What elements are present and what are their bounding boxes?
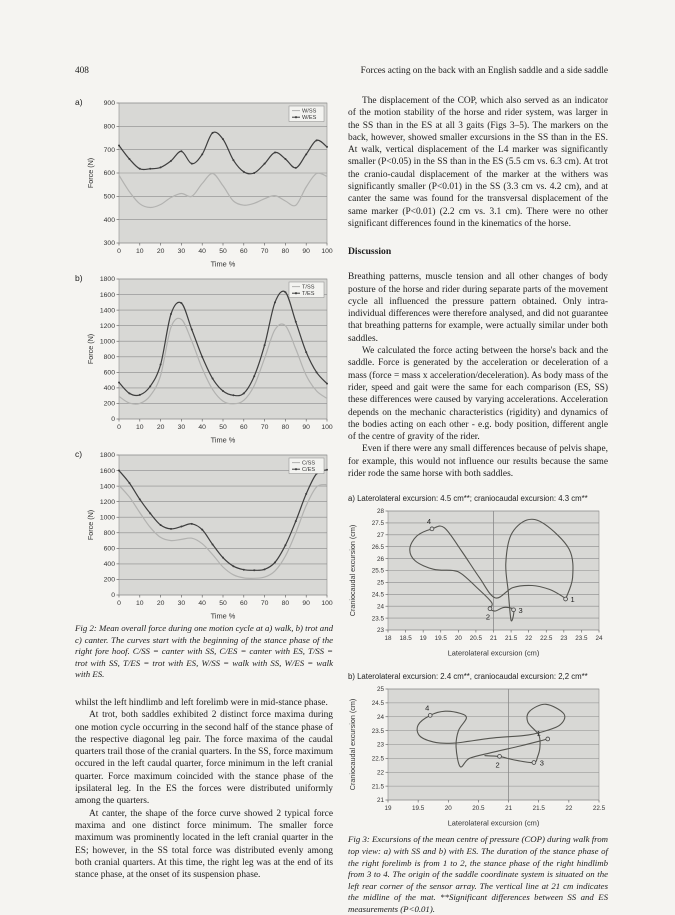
svg-text:200: 200 — [103, 576, 115, 584]
svg-text:40: 40 — [198, 600, 206, 607]
svg-text:22: 22 — [525, 635, 533, 643]
fig2-panel-c-label: c) — [75, 449, 83, 459]
paragraph: Breathing patterns, muscle tension and all other changes of body posture of the horse and rider during separate parts of the movement cycle all influenced the pressure pattern obtained. Only intra-individual differences were therefore analysed, and did not guarantee that breathing patterns for example, were actually similar under both saddles. — [348, 272, 608, 344]
svg-text:Time %: Time % — [210, 435, 236, 445]
svg-text:18.5: 18.5 — [399, 635, 412, 643]
svg-text:2: 2 — [495, 760, 500, 770]
fig2-chart-trot — [86, 271, 333, 445]
svg-text:2: 2 — [485, 612, 491, 622]
svg-text:27.5: 27.5 — [371, 520, 384, 528]
svg-text:T/ES: T/ES — [302, 291, 315, 298]
svg-text:21: 21 — [489, 635, 498, 643]
svg-text:1600: 1600 — [99, 467, 115, 475]
svg-text:900: 900 — [103, 100, 115, 108]
svg-text:400: 400 — [103, 385, 115, 393]
svg-text:22: 22 — [565, 805, 573, 813]
svg-text:Craniocaudal excursion (cm): Craniocaudal excursion (cm) — [348, 525, 357, 617]
svg-text:21: 21 — [505, 805, 513, 813]
svg-text:24: 24 — [376, 714, 384, 722]
svg-text:25: 25 — [376, 686, 384, 694]
svg-text:21: 21 — [376, 797, 384, 805]
svg-text:400: 400 — [103, 216, 115, 224]
svg-text:C/SS: C/SS — [302, 460, 316, 467]
fig3b-title: b) Laterolateral excursion: 2.4 cm**, craniocaudal excursion: 2,2 cm** — [348, 672, 588, 682]
svg-text:10: 10 — [136, 248, 144, 255]
svg-text:0: 0 — [111, 592, 115, 600]
svg-text:10: 10 — [136, 424, 144, 431]
fig3-chart-es — [348, 684, 608, 828]
svg-text:23.5: 23.5 — [371, 728, 384, 736]
fig2-caption: Fig 2: Mean overall force during one motion cycle at a) walk, b) trot and c) canter. The curves start with the beginning of the stance phase of the right fore hoof. C/SS = canter with SS, C/ES = canter with ES, T/SS = trot with SS, T/ES = trot with ES, W/SS = walk with SS, W/ES = walk with ES. — [75, 623, 333, 680]
svg-text:30: 30 — [177, 248, 186, 255]
fig3-panel-b — [348, 672, 608, 828]
svg-text:1200: 1200 — [99, 322, 115, 330]
svg-text:Time %: Time % — [210, 259, 236, 269]
svg-text:26.5: 26.5 — [371, 544, 384, 552]
svg-text:3: 3 — [539, 758, 544, 768]
svg-text:20.5: 20.5 — [472, 805, 485, 813]
svg-text:18: 18 — [384, 635, 392, 643]
svg-text:Force (N): Force (N) — [86, 333, 95, 365]
left-body-text — [75, 697, 333, 881]
svg-text:Time %: Time % — [210, 611, 236, 621]
svg-text:Laterolateral excursion (cm): Laterolateral excursion (cm) — [447, 818, 540, 828]
svg-text:60: 60 — [240, 600, 248, 607]
svg-text:80: 80 — [281, 600, 290, 607]
svg-text:0: 0 — [117, 424, 121, 431]
svg-text:27: 27 — [376, 532, 384, 540]
svg-text:T/SS: T/SS — [302, 284, 315, 291]
svg-text:1000: 1000 — [99, 514, 115, 522]
svg-text:24.5: 24.5 — [371, 700, 384, 708]
svg-text:20: 20 — [156, 248, 165, 255]
svg-text:50: 50 — [219, 600, 227, 607]
svg-text:28: 28 — [376, 508, 384, 516]
svg-text:24: 24 — [595, 635, 603, 643]
svg-text:1400: 1400 — [99, 307, 115, 315]
svg-text:25.5: 25.5 — [371, 568, 384, 576]
fig3a-title: a) Laterolateral excursion: 4.5 cm**; craniocaudal excursion: 4.3 cm** — [348, 494, 588, 504]
svg-text:24.5: 24.5 — [371, 591, 384, 599]
svg-text:3: 3 — [518, 606, 523, 616]
svg-text:30: 30 — [177, 600, 186, 607]
svg-text:1800: 1800 — [99, 276, 115, 284]
page-number: 408 — [75, 66, 89, 76]
fig3-caption: Fig 3: Excursions of the mean centre of pressure (COP) during walk from top view: a) with SS and b) with ES. The duration of the stance phase of the right forelimb is from 1 to 2, the stance phase of the right hindlimb from 3 to 4. The origin of the saddle coordinate system is situated on the left rear corner of the sensor array. The vertical line at 21 cm indicates the midline of the mat. **Significant differences between SS and ES measurements (P<0.01). — [348, 834, 608, 914]
svg-text:10: 10 — [136, 600, 144, 607]
svg-text:23: 23 — [560, 635, 568, 643]
svg-text:70: 70 — [260, 600, 269, 607]
svg-text:W/ES: W/ES — [302, 115, 317, 122]
svg-text:19: 19 — [419, 635, 427, 643]
svg-text:21.5: 21.5 — [371, 783, 384, 791]
left-column — [75, 95, 333, 881]
svg-text:Craniocaudal excursion (cm): Craniocaudal excursion (cm) — [348, 699, 357, 791]
svg-text:40: 40 — [198, 248, 206, 255]
svg-text:60: 60 — [240, 424, 248, 431]
svg-text:19: 19 — [384, 805, 392, 813]
svg-text:0: 0 — [117, 600, 121, 607]
svg-text:1400: 1400 — [99, 483, 115, 491]
svg-text:Force (N): Force (N) — [86, 157, 95, 189]
svg-text:100: 100 — [321, 424, 333, 431]
svg-text:23: 23 — [376, 742, 384, 750]
svg-text:23.5: 23.5 — [371, 615, 384, 623]
svg-text:19.5: 19.5 — [412, 805, 425, 813]
svg-text:40: 40 — [198, 424, 206, 431]
svg-text:200: 200 — [103, 400, 115, 408]
svg-text:0: 0 — [117, 248, 121, 255]
svg-text:600: 600 — [103, 170, 115, 178]
fig2-panel-a-label: a) — [75, 97, 83, 107]
svg-text:1200: 1200 — [99, 498, 115, 506]
svg-text:400: 400 — [103, 561, 115, 569]
svg-text:21.5: 21.5 — [532, 805, 545, 813]
svg-text:26: 26 — [376, 556, 384, 564]
fig2-chart-walk — [86, 95, 333, 269]
svg-text:1: 1 — [570, 595, 575, 605]
svg-text:21.5: 21.5 — [504, 635, 518, 643]
svg-text:500: 500 — [103, 193, 115, 201]
svg-text:300: 300 — [103, 240, 115, 248]
svg-text:90: 90 — [302, 600, 310, 607]
svg-text:4: 4 — [425, 703, 430, 713]
svg-text:4: 4 — [426, 517, 432, 527]
svg-text:22.5: 22.5 — [540, 635, 553, 643]
fig2-panel-b-label: b) — [75, 273, 83, 283]
svg-text:20: 20 — [454, 635, 462, 643]
svg-text:90: 90 — [302, 424, 310, 431]
svg-text:100: 100 — [321, 600, 333, 607]
svg-text:Force (N): Force (N) — [86, 509, 95, 541]
paragraph: At trot, both saddles exhibited 2 distinct force maxima during one motion cycle occurring in the second half of the stance phase of the respective diagonal leg pair. The force maxima of the caudal quarters trail those of the cranial quarters. In the SS, force maximum occured in the left caudal quarter, force minimum in the left cranial quarter. Force maximum coincided with the stance phase of the ipsilateral leg. In the ES the forces were distributed uniformly among the quarters. — [75, 710, 333, 807]
svg-text:70: 70 — [260, 424, 269, 431]
svg-text:1800: 1800 — [99, 452, 115, 460]
svg-text:100: 100 — [321, 248, 333, 255]
fig2-panel-a — [75, 95, 333, 271]
svg-text:23: 23 — [376, 627, 384, 635]
fig2-panel-b — [75, 271, 333, 447]
svg-text:80: 80 — [281, 248, 290, 255]
svg-text:60: 60 — [240, 248, 248, 255]
svg-text:23.5: 23.5 — [575, 635, 588, 643]
svg-text:1: 1 — [536, 729, 541, 739]
svg-text:20: 20 — [156, 424, 165, 431]
svg-text:50: 50 — [219, 424, 227, 431]
svg-text:1000: 1000 — [99, 338, 115, 346]
svg-text:20: 20 — [444, 805, 452, 813]
paragraph: whilst the left hindlimb and left forelimb were in mid-stance phase. — [75, 697, 328, 708]
right-column — [348, 95, 608, 915]
svg-text:22: 22 — [376, 769, 384, 777]
svg-text:20.5: 20.5 — [469, 635, 483, 643]
svg-text:90: 90 — [302, 248, 310, 255]
svg-text:19.5: 19.5 — [434, 635, 447, 643]
svg-text:0: 0 — [111, 416, 115, 424]
running-title: Forces acting on the back with an English saddle and a side saddle — [360, 66, 608, 76]
fig3-chart-ss — [348, 506, 608, 658]
fig2-panel-c — [75, 447, 333, 623]
fig2-chart-canter — [86, 447, 333, 621]
svg-text:W/SS: W/SS — [302, 108, 317, 115]
svg-text:50: 50 — [219, 248, 227, 255]
paragraph: At canter, the shape of the force curve showed 2 typical force maxima and one distinct force minimum. The smaller force maximum was prominently located in the left cranial quarter in the ES; however, in the SS total force was distributed evenly among both cranial quarters. At this time, the right leg was at the end of its stance phase, at the onset of its suspension phase. — [75, 808, 333, 881]
svg-text:Laterolateral excursion (cm): Laterolateral excursion (cm) — [447, 648, 540, 658]
svg-text:30: 30 — [177, 424, 186, 431]
results-paragraph: The displacement of the COP, which also served as an indicator of the motion stability of the horse and rider system, was larger in the SS than in the ES at all 3 gaits (Figs 3–5). The markers on the back, however, showed smaller excursions in the SS than in the ES. At walk, vertical displacement of the L4 marker was significantly smaller (P<0.05) in the SS than in the ES (5.5 cm vs. 6.3 cm). At trot the cranio-caudal displacement of the marker at the withers was significantly smaller (P<0.01) in the SS (3.3 cm vs. 4.2 cm), and at canter the same was found for the transversal displacement of the same marker (P<0.01) (2.2 cm vs. 3.1 cm). There were no other significant differences found in the kinematics of the horse. — [348, 96, 608, 229]
svg-text:20: 20 — [156, 600, 165, 607]
paragraph: We calculated the force acting between the horse's back and the saddle. Force is generated by the acceleration or deceleration of a mass (force = mass x acceleration/deceleration). As body mass of the rider, speed and gait were the same for each comparison (ES, SS) these differences were caused by varying accelerations. Acceleration depends on the mechanic characteristics (rigidity) and dynamics of the bodies acting on each other - e.g. body position, different angle of the centre of gravity of the rider. — [348, 346, 608, 443]
svg-text:70: 70 — [260, 248, 269, 255]
svg-text:600: 600 — [103, 545, 115, 553]
svg-text:800: 800 — [103, 353, 115, 361]
svg-text:22.5: 22.5 — [371, 755, 384, 763]
paragraph: Even if there were any small differences because of pelvis shape, for example, this would not influence our results because the same rider rode the same horse with both saddles. — [348, 444, 608, 480]
svg-text:1600: 1600 — [99, 291, 115, 299]
svg-text:22.5: 22.5 — [592, 805, 606, 813]
svg-text:24: 24 — [376, 603, 384, 611]
svg-text:600: 600 — [103, 369, 115, 377]
fig3-panel-a — [348, 494, 608, 658]
discussion-heading: Discussion — [348, 246, 392, 258]
svg-text:80: 80 — [281, 424, 290, 431]
svg-text:700: 700 — [103, 146, 115, 154]
svg-text:25: 25 — [376, 579, 384, 587]
svg-text:C/ES: C/ES — [302, 467, 316, 474]
svg-text:800: 800 — [103, 529, 115, 537]
svg-text:800: 800 — [103, 123, 115, 131]
